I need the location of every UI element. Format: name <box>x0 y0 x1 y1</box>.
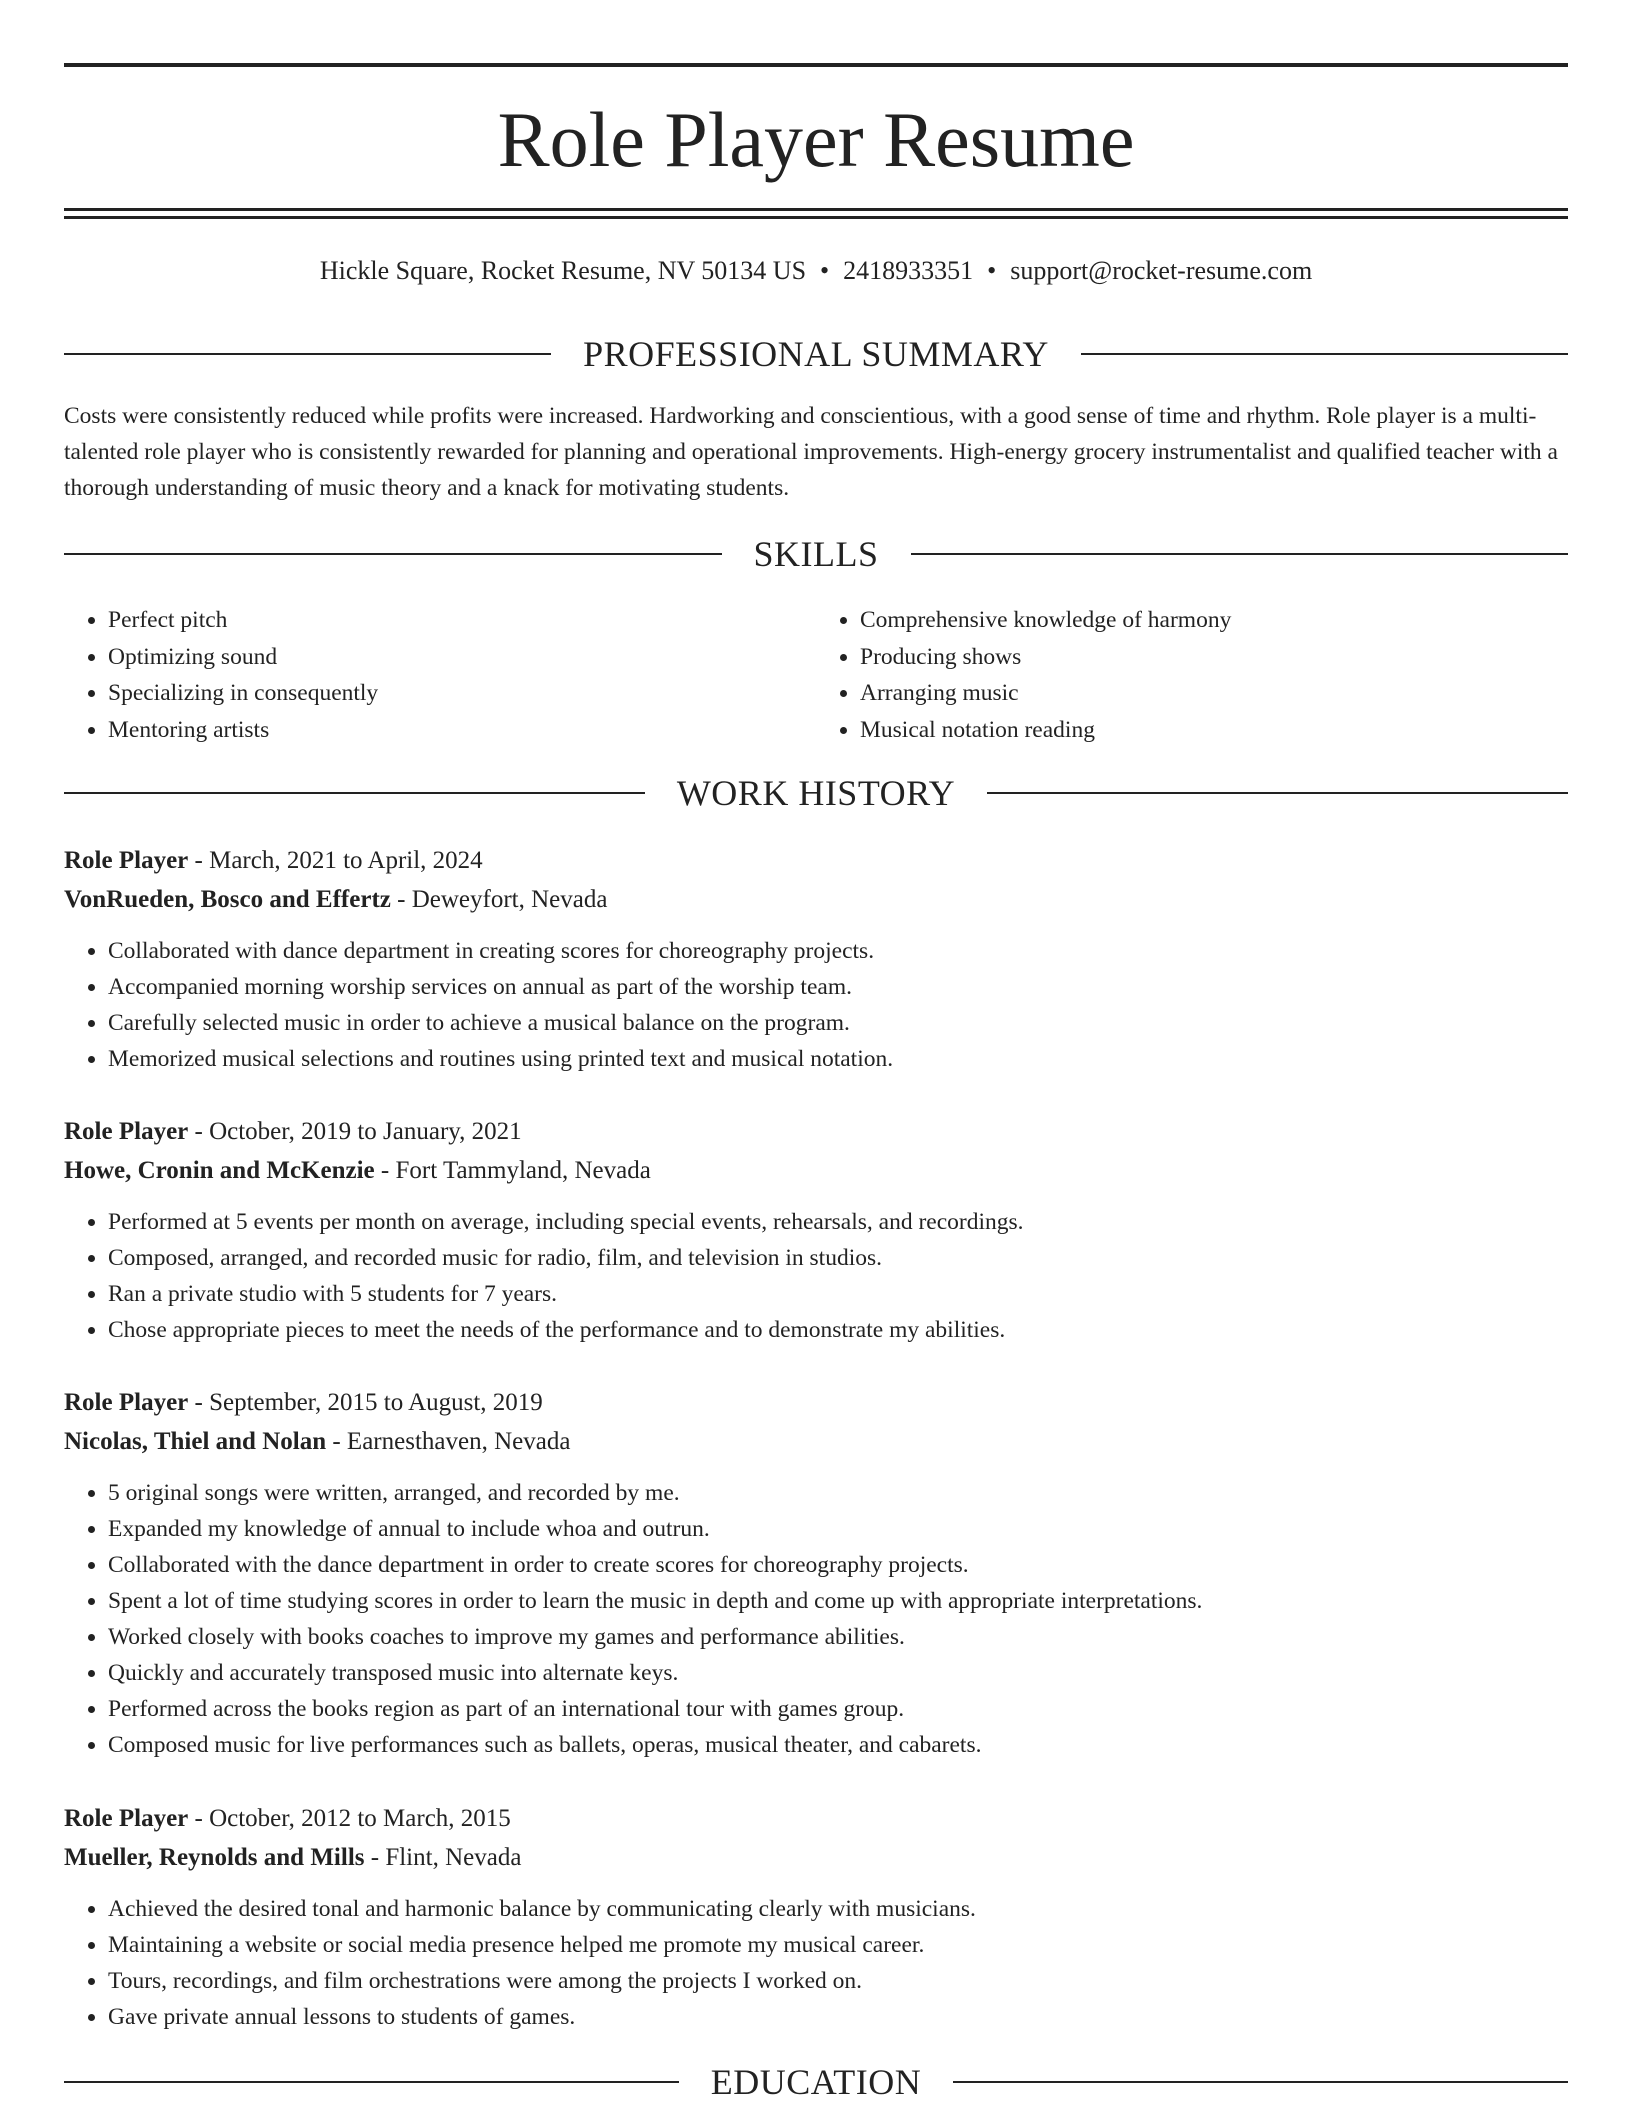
job-bullet: • Performed across the books region as part of an international tour with games group. <box>108 1691 1568 1727</box>
job-bullet: • Collaborated with dance department in creating scores for choreography projects. <box>108 933 1568 969</box>
job-bullet: • Memorized musical selections and routines using printed text and musical notation. <box>108 1041 1568 1077</box>
contact-line <box>64 253 1568 289</box>
job-company: Howe, Cronin and McKenzie <box>64 1157 375 1184</box>
skill-item: • Specializing in consequently <box>108 675 816 712</box>
job-bullet: • Spent a lot of time studying scores in order to learn the music in depth and come up with appropriate interpretations. <box>108 1583 1568 1619</box>
job-bullet: • Composed, arranged, and recorded music for radio, film, and television in studios. <box>108 1240 1568 1276</box>
job-location: - Fort Tammyland, Nevada <box>374 1157 651 1184</box>
job-company: VonRueden, Bosco and Effertz <box>64 886 391 913</box>
job-dates: - September, 2015 to August, 2019 <box>188 1389 543 1416</box>
contact-address: Hickle Square, Rocket Resume, NV 50134 US <box>319 256 807 285</box>
job-title: Role Player <box>64 1389 189 1416</box>
job-company: Nicolas, Thiel and Nolan <box>64 1428 327 1455</box>
job-entry <box>64 841 1568 1077</box>
job-bullet: • Performed at 5 events per month on average, including special events, rehearsals, and recordings. <box>108 1204 1568 1240</box>
job-entry <box>64 1799 1568 2035</box>
job-title: Role Player <box>64 847 189 874</box>
job-dates: - October, 2012 to March, 2015 <box>188 1805 511 1832</box>
contact-separator: • <box>987 256 997 285</box>
heading-rule-left <box>64 2081 679 2083</box>
job-bullet: • Tours, recordings, and film orchestrations were among the projects I worked on. <box>108 1963 1568 1999</box>
skills-list <box>64 602 1568 748</box>
contact-phone: 2418933351 <box>843 256 974 285</box>
contact-email: support@rocket-resume.com <box>1010 256 1313 285</box>
section-heading-work-history <box>64 771 1568 815</box>
job-bullet: • Achieved the desired tonal and harmonic balance by communicating clearly with musicians. <box>108 1891 1568 1927</box>
job-dates: - October, 2019 to January, 2021 <box>188 1118 522 1145</box>
job-title: Role Player <box>64 1118 189 1145</box>
job-bullets <box>64 933 1568 1077</box>
skills-column-left <box>64 602 816 748</box>
skill-item: • Mentoring artists <box>108 712 816 749</box>
job-location: - Earnesthaven, Nevada <box>326 1428 571 1455</box>
job-location: - Flint, Nevada <box>364 1844 522 1871</box>
title-double-rule <box>64 208 1568 220</box>
job-company-row <box>64 1838 1568 1877</box>
job-title: Role Player <box>64 1805 189 1832</box>
job-company-row <box>64 1422 1568 1461</box>
heading-rule-right <box>987 792 1568 794</box>
section-heading-skills <box>64 532 1568 576</box>
heading-rule-right <box>953 2081 1568 2083</box>
job-bullet: • Expanded my knowledge of annual to include whoa and outrun. <box>108 1511 1568 1547</box>
job-bullet: • 5 original songs were written, arranged, and recorded by me. <box>108 1475 1568 1511</box>
heading-rule-right <box>1081 353 1568 355</box>
job-company: Mueller, Reynolds and Mills <box>64 1844 365 1871</box>
job-bullets <box>64 1475 1568 1763</box>
job-entry <box>64 1383 1568 1763</box>
job-bullet: • Carefully selected music in order to achieve a musical balance on the program. <box>108 1005 1568 1041</box>
skill-item: • Perfect pitch <box>108 602 816 639</box>
rule-upper <box>64 208 1568 211</box>
job-title-row <box>64 841 1568 880</box>
section-heading-summary <box>64 332 1568 376</box>
job-dates: - March, 2021 to April, 2024 <box>188 847 483 874</box>
job-bullet: • Collaborated with the dance department in order to create scores for choreography projects. <box>108 1547 1568 1583</box>
skill-item: • Comprehensive knowledge of harmony <box>860 602 1568 639</box>
section-heading-label: EDUCATION <box>710 2062 922 2102</box>
heading-rule-left <box>64 553 722 555</box>
skill-item: • Optimizing sound <box>108 639 816 676</box>
rule-lower <box>64 216 1568 219</box>
resume-title: Role Player Resume <box>497 96 1135 183</box>
job-bullet: • Chose appropriate pieces to meet the needs of the performance and to demonstrate my abilities. <box>108 1312 1568 1348</box>
job-entry <box>64 1112 1568 1348</box>
job-bullet: • Worked closely with books coaches to improve my games and performance abilities. <box>108 1619 1568 1655</box>
heading-rule-right <box>911 553 1569 555</box>
job-bullet: • Accompanied morning worship services on annual as part of the worship team. <box>108 969 1568 1005</box>
job-title-row <box>64 1383 1568 1422</box>
heading-rule-left <box>64 353 551 355</box>
job-bullet: • Quickly and accurately transposed music into alternate keys. <box>108 1655 1568 1691</box>
job-bullet: • Maintaining a website or social media presence helped me promote my musical career. <box>108 1927 1568 1963</box>
top-rule <box>64 63 1568 67</box>
job-location: - Deweyfort, Nevada <box>390 886 608 913</box>
heading-rule-left <box>64 792 645 794</box>
job-title-row <box>64 1112 1568 1151</box>
skills-column-right <box>816 602 1568 748</box>
skill-item: • Arranging music <box>860 675 1568 712</box>
section-heading-label: WORK HISTORY <box>676 773 956 813</box>
summary-text: Costs were consistently reduced while profits were increased. Hardworking and conscientious, with a good sense of time and rhythm. Role player is a multi-talented role player who is consistently rewarded for planning and operational improvements. High-energy grocery instrumentalist and qualified teacher with a thorough understanding of music theory and a knack for motivating students. <box>64 403 1558 501</box>
job-bullet: • Ran a private studio with 5 students for 7 years. <box>108 1276 1568 1312</box>
job-company-row <box>64 880 1568 919</box>
skill-item: • Producing shows <box>860 639 1568 676</box>
skill-item: • Musical notation reading <box>860 712 1568 749</box>
job-company-row <box>64 1151 1568 1190</box>
contact-separator: • <box>820 256 830 285</box>
section-heading-label: SKILLS <box>753 534 879 574</box>
job-bullets <box>64 1891 1568 2035</box>
section-heading-education <box>64 2060 1568 2104</box>
job-bullets <box>64 1204 1568 1348</box>
job-bullet: • Gave private annual lessons to students of games. <box>108 1999 1568 2035</box>
job-title-row <box>64 1799 1568 1838</box>
job-bullet: • Composed music for live performances such as ballets, operas, musical theater, and cabarets. <box>108 1727 1568 1763</box>
section-heading-label: PROFESSIONAL SUMMARY <box>583 334 1049 374</box>
